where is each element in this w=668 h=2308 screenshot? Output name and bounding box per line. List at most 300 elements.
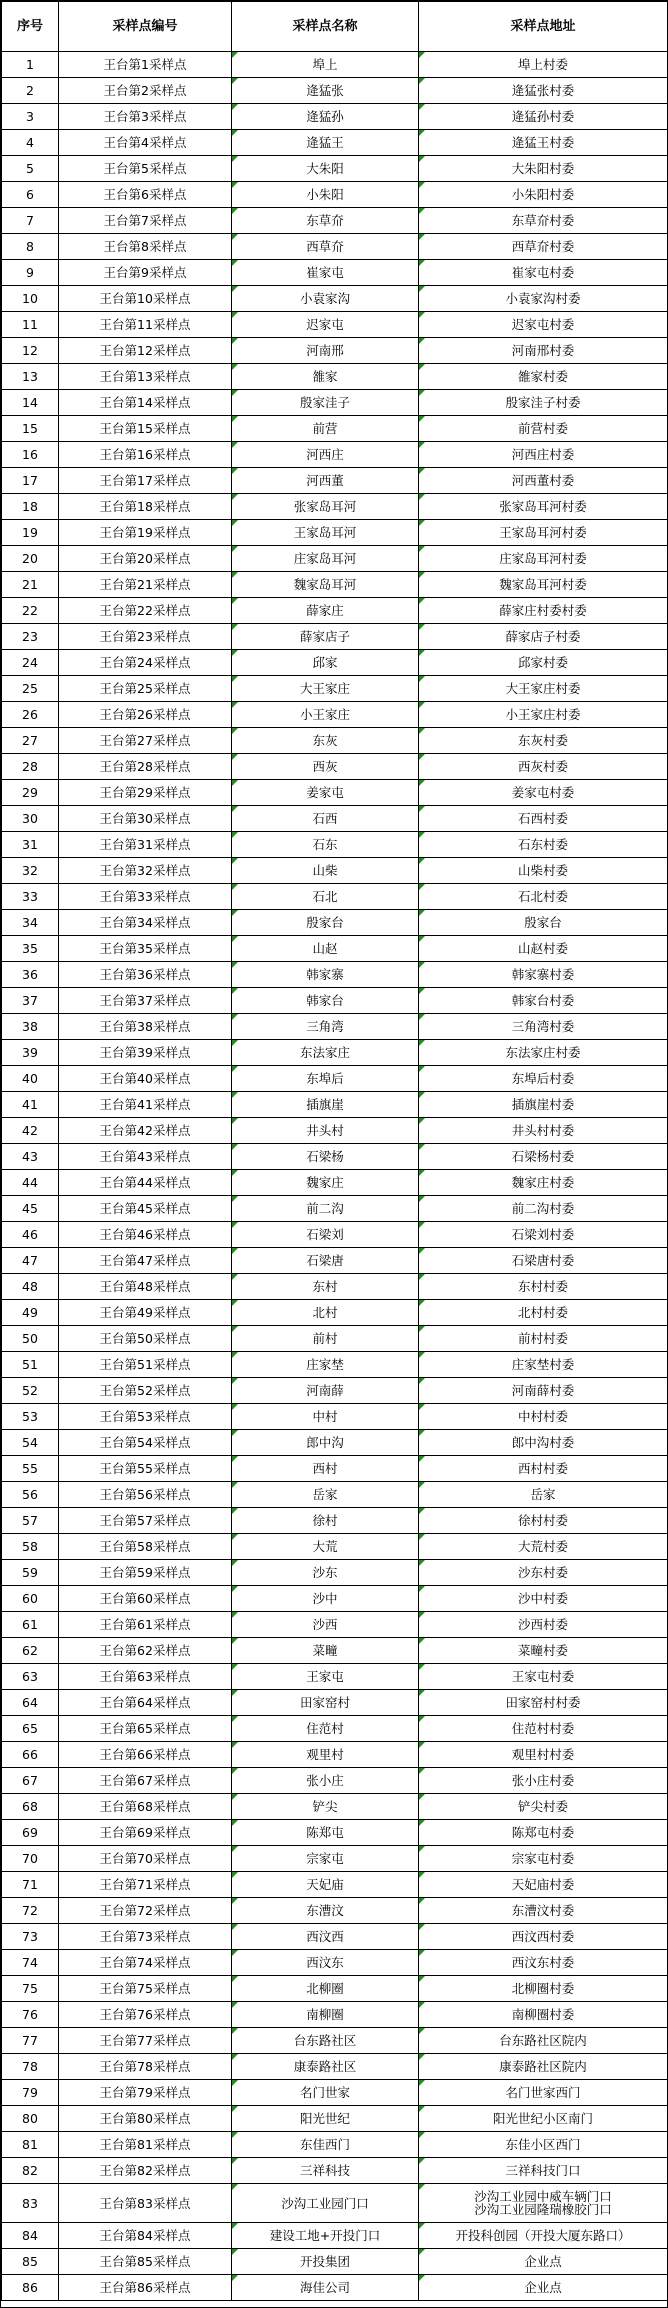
code-cell: 王台第2采样点	[59, 78, 232, 104]
table-row	[2, 702, 668, 728]
code-cell: 王台第79采样点	[59, 2080, 232, 2106]
address-cell: 西草夼村委	[419, 234, 668, 260]
table-row	[2, 1638, 668, 1664]
table-row	[2, 1586, 668, 1612]
code-cell: 王台第77采样点	[59, 2028, 232, 2054]
table-row	[2, 2158, 668, 2184]
table-body	[2, 52, 668, 2301]
name-cell: 韩家台	[232, 988, 419, 1014]
code-cell: 王台第67采样点	[59, 1768, 232, 1794]
seq-cell: 79	[2, 2080, 59, 2106]
table-row	[2, 780, 668, 806]
table-row	[2, 1950, 668, 1976]
code-cell: 王台第32采样点	[59, 858, 232, 884]
table-row	[2, 494, 668, 520]
seq-cell: 4	[2, 130, 59, 156]
table-row	[2, 1820, 668, 1846]
table-row	[2, 1976, 668, 2002]
code-cell: 王台第35采样点	[59, 936, 232, 962]
table-row	[2, 1794, 668, 1820]
address-cell: 王家岛耳河村委	[419, 520, 668, 546]
seq-cell: 69	[2, 1820, 59, 1846]
address-cell: 河西董村委	[419, 468, 668, 494]
name-cell: 石梁刘	[232, 1222, 419, 1248]
seq-cell: 45	[2, 1196, 59, 1222]
table-row	[2, 1170, 668, 1196]
code-cell: 王台第71采样点	[59, 1872, 232, 1898]
header-name: 采样点名称	[232, 2, 419, 52]
seq-cell: 58	[2, 1534, 59, 1560]
address-cell: 东村村委	[419, 1274, 668, 1300]
name-cell: 台东路社区	[232, 2028, 419, 2054]
table-row	[2, 1508, 668, 1534]
table-row	[2, 1040, 668, 1066]
seq-cell: 28	[2, 754, 59, 780]
address-cell: 大荒村委	[419, 1534, 668, 1560]
table-row	[2, 1014, 668, 1040]
seq-cell: 77	[2, 2028, 59, 2054]
code-cell: 王台第72采样点	[59, 1898, 232, 1924]
table-row	[2, 390, 668, 416]
code-cell: 王台第7采样点	[59, 208, 232, 234]
seq-cell: 75	[2, 1976, 59, 2002]
address-cell: 前二沟村委	[419, 1196, 668, 1222]
code-cell: 王台第26采样点	[59, 702, 232, 728]
seq-cell: 66	[2, 1742, 59, 1768]
name-cell: 迟家屯	[232, 312, 419, 338]
seq-cell: 2	[2, 78, 59, 104]
table-row	[2, 832, 668, 858]
code-cell: 王台第62采样点	[59, 1638, 232, 1664]
table-row	[2, 1118, 668, 1144]
seq-cell: 56	[2, 1482, 59, 1508]
address-cell: 庄家埜村委	[419, 1352, 668, 1378]
table-row	[2, 1404, 668, 1430]
code-cell: 王台第37采样点	[59, 988, 232, 1014]
address-cell: 田家窑村村委	[419, 1690, 668, 1716]
code-cell: 王台第10采样点	[59, 286, 232, 312]
seq-cell: 13	[2, 364, 59, 390]
table-row	[2, 520, 668, 546]
code-cell: 王台第64采样点	[59, 1690, 232, 1716]
name-cell: 名门世家	[232, 2080, 419, 2106]
seq-cell: 11	[2, 312, 59, 338]
seq-cell: 82	[2, 2158, 59, 2184]
address-cell: 薛家庄村委村委	[419, 598, 668, 624]
seq-cell: 38	[2, 1014, 59, 1040]
name-cell: 北柳圈	[232, 1976, 419, 2002]
code-cell: 王台第16采样点	[59, 442, 232, 468]
address-cell: 西村村委	[419, 1456, 668, 1482]
table-row	[2, 2028, 668, 2054]
table-row	[2, 2275, 668, 2301]
address-cell: 西汶东村委	[419, 1950, 668, 1976]
sampling-point-table	[1, 1, 668, 2301]
code-cell: 王台第24采样点	[59, 650, 232, 676]
code-cell: 王台第27采样点	[59, 728, 232, 754]
table-row	[2, 78, 668, 104]
table-row	[2, 598, 668, 624]
name-cell: 韩家寨	[232, 962, 419, 988]
address-cell: 东佳小区西门	[419, 2132, 668, 2158]
name-cell: 前营	[232, 416, 419, 442]
code-cell: 王台第45采样点	[59, 1196, 232, 1222]
address-cell: 天妃庙村委	[419, 1872, 668, 1898]
table-row	[2, 1898, 668, 1924]
name-cell: 张家岛耳河	[232, 494, 419, 520]
name-cell: 逄猛王	[232, 130, 419, 156]
address-line: 沙沟工业园中威车辆门口	[474, 2189, 612, 2204]
seq-cell: 47	[2, 1248, 59, 1274]
table-row	[2, 1378, 668, 1404]
seq-cell: 33	[2, 884, 59, 910]
address-cell: 小朱阳村委	[419, 182, 668, 208]
address-cell: 姜家屯村委	[419, 780, 668, 806]
code-cell: 王台第31采样点	[59, 832, 232, 858]
code-cell: 王台第21采样点	[59, 572, 232, 598]
table-row	[2, 1482, 668, 1508]
code-cell: 王台第82采样点	[59, 2158, 232, 2184]
seq-cell: 36	[2, 962, 59, 988]
name-cell: 中村	[232, 1404, 419, 1430]
table-row	[2, 52, 668, 78]
code-cell: 王台第48采样点	[59, 1274, 232, 1300]
code-cell: 王台第13采样点	[59, 364, 232, 390]
code-cell: 王台第47采样点	[59, 1248, 232, 1274]
name-cell: 三角湾	[232, 1014, 419, 1040]
address-cell: 岳家	[419, 1482, 668, 1508]
code-cell: 王台第6采样点	[59, 182, 232, 208]
name-cell: 东漕汶	[232, 1898, 419, 1924]
seq-cell: 10	[2, 286, 59, 312]
table-row	[2, 1248, 668, 1274]
address-cell: 东法家庄村委	[419, 1040, 668, 1066]
table-row	[2, 910, 668, 936]
code-cell: 王台第63采样点	[59, 1664, 232, 1690]
address-cell: 郎中沟村委	[419, 1430, 668, 1456]
address-cell: 三祥科技门口	[419, 2158, 668, 2184]
table-row	[2, 936, 668, 962]
seq-cell: 22	[2, 598, 59, 624]
name-cell: 逄猛张	[232, 78, 419, 104]
address-cell: 住范村村委	[419, 1716, 668, 1742]
address-cell: 台东路社区院内	[419, 2028, 668, 2054]
address-cell: 埠上村委	[419, 52, 668, 78]
code-cell: 王台第68采样点	[59, 1794, 232, 1820]
header-row	[2, 2, 668, 52]
name-cell: 西汶东	[232, 1950, 419, 1976]
seq-cell: 5	[2, 156, 59, 182]
address-cell: 北村村委	[419, 1300, 668, 1326]
seq-cell: 60	[2, 1586, 59, 1612]
address-cell: 张家岛耳河村委	[419, 494, 668, 520]
code-cell: 王台第12采样点	[59, 338, 232, 364]
name-cell: 薛家庄	[232, 598, 419, 624]
code-cell: 王台第80采样点	[59, 2106, 232, 2132]
address-cell: 石梁唐村委	[419, 1248, 668, 1274]
address-cell: 宗家屯村委	[419, 1846, 668, 1872]
name-cell: 河西董	[232, 468, 419, 494]
name-cell: 宗家屯	[232, 1846, 419, 1872]
name-cell: 康泰路社区	[232, 2054, 419, 2080]
name-cell: 河南薛	[232, 1378, 419, 1404]
address-cell: 企业点	[419, 2275, 668, 2301]
name-cell: 埠上	[232, 52, 419, 78]
name-cell: 姜家屯	[232, 780, 419, 806]
address-cell: 陈郑屯村委	[419, 1820, 668, 1846]
address-cell: 石东村委	[419, 832, 668, 858]
table-row	[2, 1846, 668, 1872]
address-cell: 殷家洼子村委	[419, 390, 668, 416]
seq-cell: 46	[2, 1222, 59, 1248]
seq-cell: 72	[2, 1898, 59, 1924]
seq-cell: 6	[2, 182, 59, 208]
seq-cell: 18	[2, 494, 59, 520]
code-cell: 王台第53采样点	[59, 1404, 232, 1430]
code-cell: 王台第46采样点	[59, 1222, 232, 1248]
table-row	[2, 1716, 668, 1742]
code-cell: 王台第4采样点	[59, 130, 232, 156]
seq-cell: 81	[2, 2132, 59, 2158]
code-cell: 王台第43采样点	[59, 1144, 232, 1170]
seq-cell: 68	[2, 1794, 59, 1820]
name-cell: 郎中沟	[232, 1430, 419, 1456]
table-row	[2, 1534, 668, 1560]
name-cell: 沙西	[232, 1612, 419, 1638]
name-cell: 崔家屯	[232, 260, 419, 286]
code-cell: 王台第58采样点	[59, 1534, 232, 1560]
code-cell: 王台第52采样点	[59, 1378, 232, 1404]
name-cell: 大荒	[232, 1534, 419, 1560]
table-row	[2, 1222, 668, 1248]
seq-cell: 80	[2, 2106, 59, 2132]
name-cell: 小王家庄	[232, 702, 419, 728]
address-cell: 中村村委	[419, 1404, 668, 1430]
code-cell: 王台第34采样点	[59, 910, 232, 936]
seq-cell: 20	[2, 546, 59, 572]
address-cell: 东草夼村委	[419, 208, 668, 234]
address-line: 沙沟工业园隆瑞橡胶门口	[474, 2202, 612, 2217]
seq-cell: 83	[2, 2184, 59, 2223]
name-cell: 南柳圈	[232, 2002, 419, 2028]
code-cell: 王台第41采样点	[59, 1092, 232, 1118]
address-cell: 前营村委	[419, 416, 668, 442]
code-cell: 王台第9采样点	[59, 260, 232, 286]
seq-cell: 35	[2, 936, 59, 962]
seq-cell: 31	[2, 832, 59, 858]
code-cell: 王台第44采样点	[59, 1170, 232, 1196]
address-cell: 前村村委	[419, 1326, 668, 1352]
code-cell: 王台第25采样点	[59, 676, 232, 702]
address-cell: 河西庄村委	[419, 442, 668, 468]
code-cell: 王台第49采样点	[59, 1300, 232, 1326]
address-cell: 迟家屯村委	[419, 312, 668, 338]
seq-cell: 70	[2, 1846, 59, 1872]
address-cell: 山赵村委	[419, 936, 668, 962]
seq-cell: 12	[2, 338, 59, 364]
address-cell: 名门世家西门	[419, 2080, 668, 2106]
table-row	[2, 1326, 668, 1352]
seq-cell: 54	[2, 1430, 59, 1456]
address-cell: 开投科创园（开投大厦东路口）	[419, 2223, 668, 2249]
table-row	[2, 962, 668, 988]
name-cell: 小朱阳	[232, 182, 419, 208]
seq-cell: 15	[2, 416, 59, 442]
table-row	[2, 182, 668, 208]
name-cell: 东佳西门	[232, 2132, 419, 2158]
table-row	[2, 234, 668, 260]
address-cell: 井头村村委	[419, 1118, 668, 1144]
address-cell: 大朱阳村委	[419, 156, 668, 182]
name-cell: 东村	[232, 1274, 419, 1300]
address-cell: 康泰路社区院内	[419, 2054, 668, 2080]
name-cell: 田家窑村	[232, 1690, 419, 1716]
table-row	[2, 2054, 668, 2080]
code-cell: 王台第5采样点	[59, 156, 232, 182]
seq-cell: 16	[2, 442, 59, 468]
seq-cell: 34	[2, 910, 59, 936]
table-row	[2, 1690, 668, 1716]
seq-cell: 59	[2, 1560, 59, 1586]
seq-cell: 62	[2, 1638, 59, 1664]
seq-cell: 37	[2, 988, 59, 1014]
code-cell: 王台第8采样点	[59, 234, 232, 260]
name-cell: 岳家	[232, 1482, 419, 1508]
seq-cell: 55	[2, 1456, 59, 1482]
seq-cell: 53	[2, 1404, 59, 1430]
table-row	[2, 884, 668, 910]
table-row	[2, 104, 668, 130]
seq-cell: 44	[2, 1170, 59, 1196]
name-cell: 邱家	[232, 650, 419, 676]
table-row	[2, 728, 668, 754]
address-cell: 北柳圈村委	[419, 1976, 668, 2002]
seq-cell: 65	[2, 1716, 59, 1742]
seq-cell: 30	[2, 806, 59, 832]
code-cell: 王台第69采样点	[59, 1820, 232, 1846]
seq-cell: 29	[2, 780, 59, 806]
address-cell: 大王家庄村委	[419, 676, 668, 702]
table-row	[2, 1664, 668, 1690]
name-cell: 三祥科技	[232, 2158, 419, 2184]
address-cell: 三角湾村委	[419, 1014, 668, 1040]
seq-cell: 17	[2, 468, 59, 494]
name-cell: 殷家洼子	[232, 390, 419, 416]
seq-cell: 49	[2, 1300, 59, 1326]
address-cell: 魏家岛耳河村委	[419, 572, 668, 598]
code-cell: 王台第39采样点	[59, 1040, 232, 1066]
table-row	[2, 1924, 668, 1950]
name-cell: 陈郑屯	[232, 1820, 419, 1846]
table-row	[2, 1768, 668, 1794]
table-row	[2, 2080, 668, 2106]
name-cell: 西灰	[232, 754, 419, 780]
code-cell: 王台第36采样点	[59, 962, 232, 988]
table-row	[2, 442, 668, 468]
address-cell: 西汶西村委	[419, 1924, 668, 1950]
code-cell: 王台第75采样点	[59, 1976, 232, 2002]
name-cell: 庄家埜	[232, 1352, 419, 1378]
name-cell: 石北	[232, 884, 419, 910]
name-cell: 殷家台	[232, 910, 419, 936]
table-row	[2, 156, 668, 182]
name-cell: 沙东	[232, 1560, 419, 1586]
name-cell: 大朱阳	[232, 156, 419, 182]
table-row	[2, 1300, 668, 1326]
name-cell: 北村	[232, 1300, 419, 1326]
seq-cell: 14	[2, 390, 59, 416]
name-cell: 魏家岛耳河	[232, 572, 419, 598]
address-cell: 韩家台村委	[419, 988, 668, 1014]
table-row	[2, 2249, 668, 2275]
name-cell: 逄猛孙	[232, 104, 419, 130]
seq-cell: 42	[2, 1118, 59, 1144]
code-cell: 王台第20采样点	[59, 546, 232, 572]
code-cell: 王台第81采样点	[59, 2132, 232, 2158]
address-cell: 铲尖村委	[419, 1794, 668, 1820]
seq-cell: 85	[2, 2249, 59, 2275]
code-cell: 王台第1采样点	[59, 52, 232, 78]
address-cell: 企业点	[419, 2249, 668, 2275]
name-cell: 井头村	[232, 1118, 419, 1144]
address-cell: 小王家庄村委	[419, 702, 668, 728]
code-cell: 王台第56采样点	[59, 1482, 232, 1508]
seq-cell: 52	[2, 1378, 59, 1404]
code-cell: 王台第29采样点	[59, 780, 232, 806]
name-cell: 山赵	[232, 936, 419, 962]
address-cell: 河南邢村委	[419, 338, 668, 364]
code-cell: 王台第57采样点	[59, 1508, 232, 1534]
table-row	[2, 754, 668, 780]
name-cell: 建设工地+开投门口	[232, 2223, 419, 2249]
table-row	[2, 1560, 668, 1586]
table-row	[2, 572, 668, 598]
code-cell: 王台第23采样点	[59, 624, 232, 650]
address-cell: 崔家屯村委	[419, 260, 668, 286]
code-cell: 王台第42采样点	[59, 1118, 232, 1144]
name-cell: 魏家庄	[232, 1170, 419, 1196]
table-row	[2, 208, 668, 234]
name-cell: 石西	[232, 806, 419, 832]
seq-cell: 26	[2, 702, 59, 728]
address-cell: 逄猛王村委	[419, 130, 668, 156]
seq-cell: 84	[2, 2223, 59, 2249]
table-row	[2, 1456, 668, 1482]
address-cell: 南柳圈村委	[419, 2002, 668, 2028]
table-row	[2, 806, 668, 832]
name-cell: 开投集团	[232, 2249, 419, 2275]
name-cell: 东埠后	[232, 1066, 419, 1092]
seq-cell: 71	[2, 1872, 59, 1898]
address-cell: 沙西村委	[419, 1612, 668, 1638]
table-row	[2, 2223, 668, 2249]
address-cell: 东灰村委	[419, 728, 668, 754]
address-cell: 石梁杨村委	[419, 1144, 668, 1170]
table-row	[2, 468, 668, 494]
code-cell: 王台第30采样点	[59, 806, 232, 832]
code-cell: 王台第14采样点	[59, 390, 232, 416]
seq-cell: 32	[2, 858, 59, 884]
address-cell: 王家屯村委	[419, 1664, 668, 1690]
table-row	[2, 1872, 668, 1898]
table-row	[2, 1274, 668, 1300]
code-cell: 王台第33采样点	[59, 884, 232, 910]
address-cell: 东埠后村委	[419, 1066, 668, 1092]
header-code: 采样点编号	[59, 2, 232, 52]
name-cell: 徐村	[232, 1508, 419, 1534]
name-cell: 石东	[232, 832, 419, 858]
code-cell: 王台第60采样点	[59, 1586, 232, 1612]
